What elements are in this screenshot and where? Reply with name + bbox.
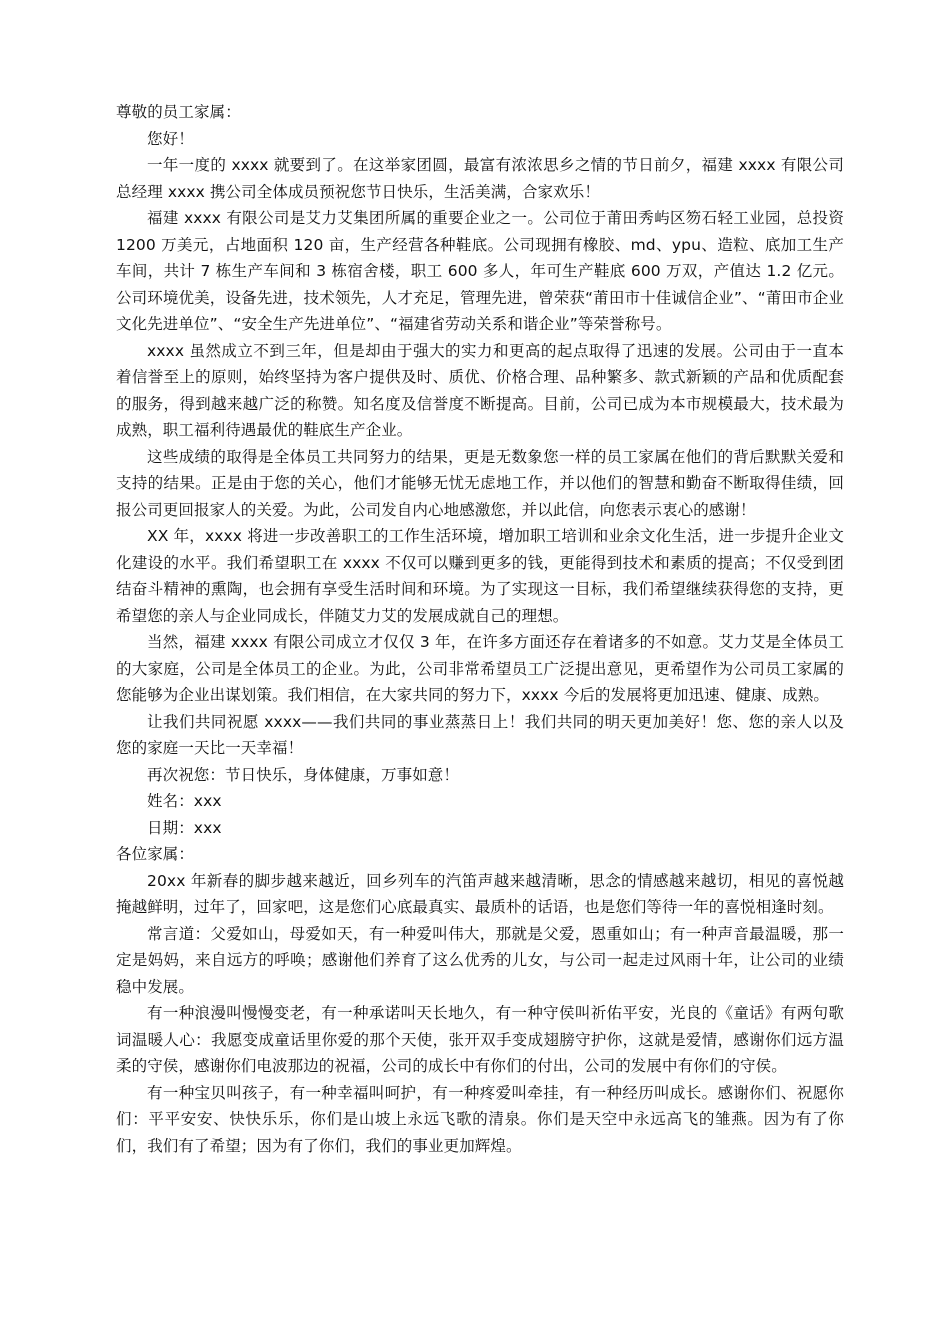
document-page — [116, 99, 844, 1159]
letter1-signature-name: 姓名：xxx — [147, 792, 222, 810]
letter1-paragraph-4: 这些成绩的取得是全体员工共同努力的结果，更是无数象您一样的员工家属在他们的背后默默关爱和支持的结果。正是由于您的关心，他们才能够无忧无虑地工作，并以他们的智慧和勤奋不断取得佳绩，回报公司更回报家人的关爱。为此，公司发自内心地感激您，并以此信，向您表示衷心的感谢！ — [116, 447, 844, 519]
letter2-salutation: 各位家属： — [116, 845, 195, 863]
letter1-paragraph-7: 让我们共同祝愿 xxxx——我们共同的事业蒸蒸日上！我们共同的明天更加美好！您、您的亲人以及您的家庭一天比一天幸福！ — [116, 712, 844, 757]
letter2-paragraph-1: 20xx 年新春的脚步越来越近，回乡列车的汽笛声越来越清晰，思念的情感越来越切，相见的喜悦越掩越鲜明，过年了，回家吧，这是您们心底最真实、最质朴的话语，也是您们等待一年的喜悦相逢时刻。 — [116, 871, 844, 916]
letter1-paragraph-6: 当然，福建 xxxx 有限公司成立才仅仅 3 年，在许多方面还存在着诸多的不如意。艾力艾是全体员工的大家庭，公司是全体员工的企业。为此，公司非常希望员工广泛提出意见，更希望作为公司员工家属的您能够为企业出谋划策。我们相信，在大家共同的努力下，xxxx 今后的发展将更加迅速、健康、成熟。 — [116, 633, 844, 704]
letter2-paragraph-3: 有一种浪漫叫慢慢变老，有一种承诺叫天长地久，有一种守侯叫祈佑平安，光良的《童话》有两句歌词温暖人心：我愿变成童话里你爱的那个天使，张开双手变成翅膀守护你，这就是爱情，感谢你们远方温柔的守侯，感谢你们电波那边的祝福，公司的成长中有你们的付出，公司的发展中有你们的守侯。 — [116, 1004, 844, 1075]
letter2-paragraph-2: 常言道：父爱如山，母爱如天，有一种爱叫伟大，那就是父爱，恩重如山；有一种声音最温暖，那一定是妈妈，来自远方的呼唤；感谢他们养育了这么优秀的儿女，与公司一起走过风雨十年，让公司的业绩稳中发展。 — [116, 924, 844, 996]
letter1-signature-date: 日期：xxx — [147, 818, 222, 837]
letter1-paragraph-1: 一年一度的 xxxx 就要到了。在这举家团圆，最富有浓浓思乡之情的节日前夕，福建 xxxx 有限公司总经理 xxxx 携公司全体成员预祝您节日快乐，生活美满，合家欢乐！ — [116, 156, 844, 201]
letter2-paragraph-4: 有一种宝贝叫孩子，有一种幸福叫呵护，有一种疼爱叫牵挂，有一种经历叫成长。感谢你们、祝愿你们：平平安安、快快乐乐，你们是山坡上永远飞歌的清泉。你们是天空中永远高飞的雏燕。因为有了你们，我们有了希望；因为有了你们，我们的事业更加辉煌。 — [116, 1083, 844, 1155]
letter1-paragraph-5: XX 年，xxxx 将进一步改善职工的工作生活环境，增加职工培训和业余文化生活，进一步提升企业文化建设的水平。我们希望职工在 xxxx 不仅可以赚到更多的钱，更能得到技术和素质的提高；不仅受到团结奋斗精神的熏陶，也会拥有享受生活时间和环境。为了实现这一目标，我们希望继续获得您的支持，更希望您的亲人与企业同成长，伴随艾力艾的发展成就自己的理想。 — [116, 527, 844, 625]
letter1-greeting: 您好！ — [147, 129, 194, 148]
letter1-paragraph-3: xxxx 虽然成立不到三年，但是却由于强大的实力和更高的起点取得了迅速的发展。公司由于一直本着信誉至上的原则，始终坚持为客户提供及时、质优、价格合理、品种繁多、款式新颖的产品和优质配套的服务，得到越来越广泛的称赞。知名度及信誉度不断提高。目前，公司已成为本市规模最大，技术最为成熟，职工福利待遇最优的鞋底生产企业。 — [116, 341, 844, 439]
letter1-paragraph-2: 福建 xxxx 有限公司是艾力艾集团所属的重要企业之一。公司位于莆田秀屿区笏石轻工业园，总投资 1200 万美元，占地面积 120 亩，生产经营各种鞋底。公司现拥有橡胶、md、ypu、造粒、底加工生产车间，共计 7 栋生产车间和 3 栋宿舍楼，职工 600 多人，年可生产鞋底 600 万双，产值达 1.2 亿元。公司环境优美，设备先进，技术领先，人才充足，管理先进，曾荣获“莆田市十佳诚信企业”、“莆田市企业文化先进单位”、“安全生产先进单位”、“福建省劳动关系和谐企业”等荣誉称号。 — [116, 209, 844, 333]
letter1-salutation: 尊敬的员工家属： — [116, 103, 241, 121]
letter1-closing: 再次祝您：节日快乐，身体健康，万事如意！ — [147, 765, 460, 784]
